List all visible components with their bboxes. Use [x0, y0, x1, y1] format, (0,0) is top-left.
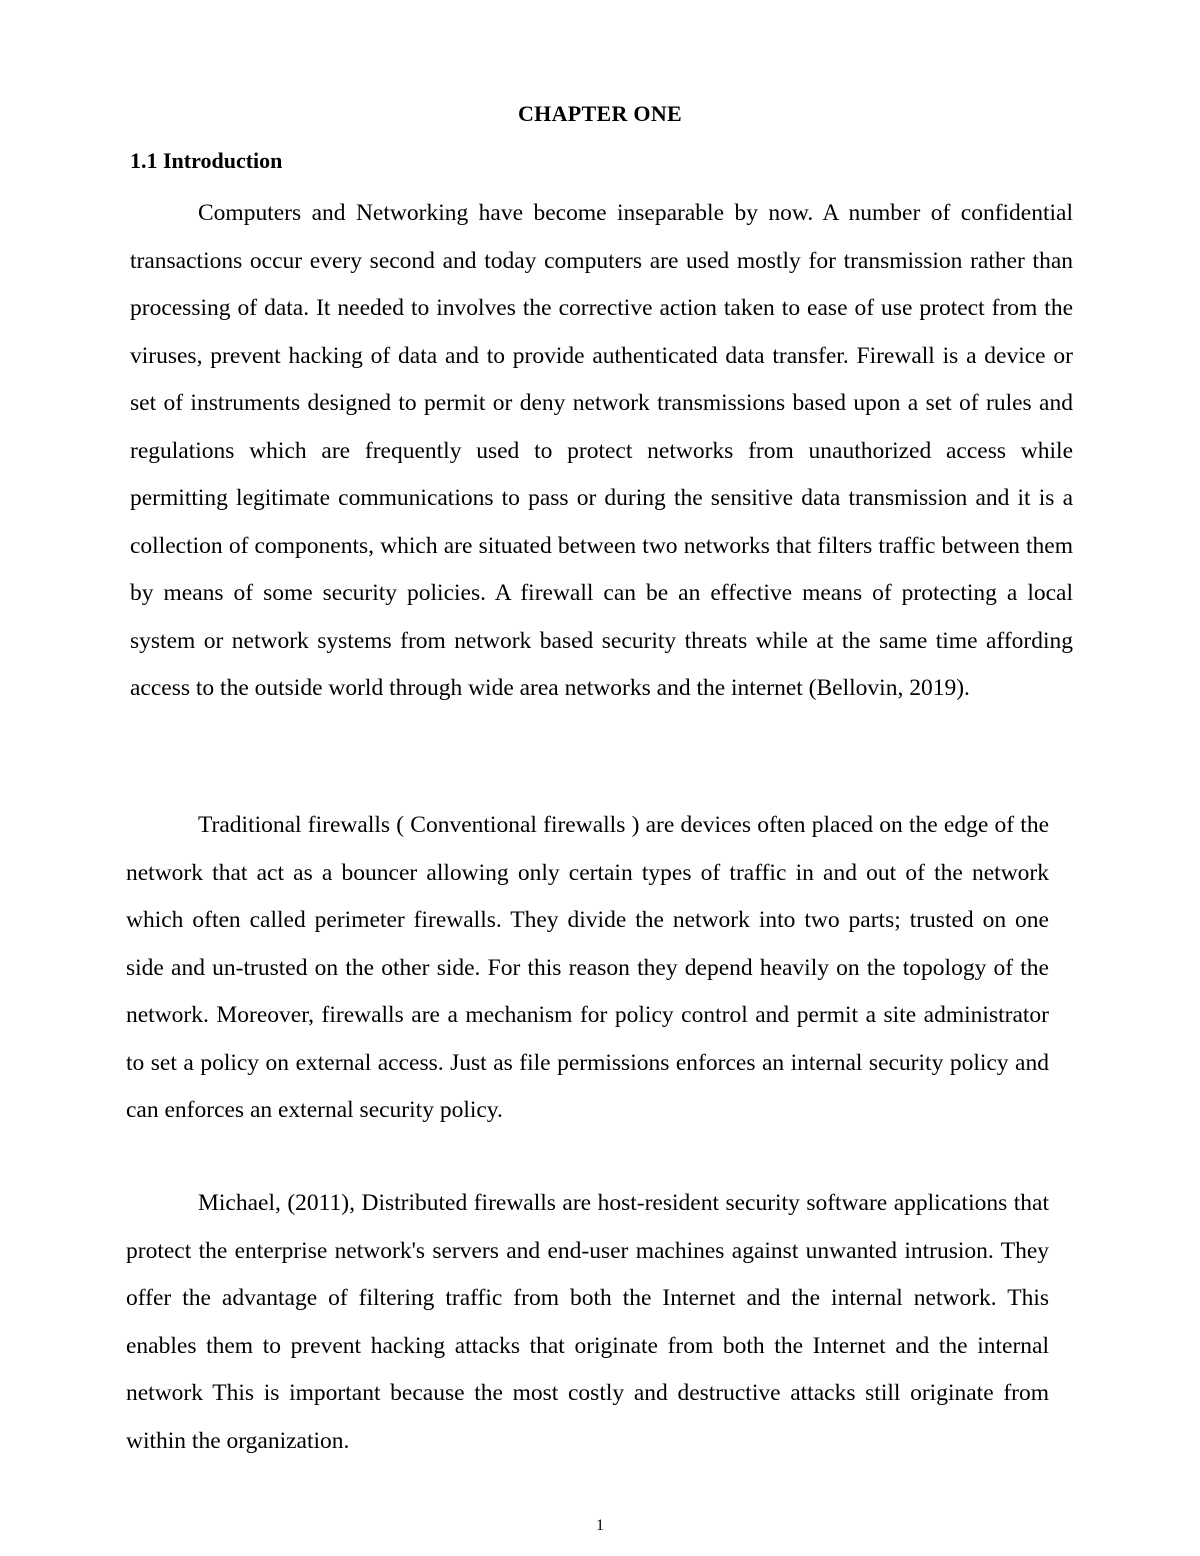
paragraph-distributed-firewalls: Michael, (2011), Distributed firewalls are host-resident security software applications that protect the enterprise network's servers and end-user machines against unwanted intrusion. They offer the advantage of filtering traffic from both the Internet and the internal network. This enables them to prevent hacking attacks that originate from both the Internet and the internal network This is important because the most costly and destructive attacks still originate from within the organization.	[126, 1190, 1049, 1454]
chapter-title: CHAPTER ONE	[517, 101, 683, 126]
paragraph-introduction: Computers and Networking have become inseparable by now. A number of confidential transactions occur every second and today computers are used mostly for transmission rather than processing of data. It needed to involves the corrective action taken to ease of use protect from the viruses, prevent hacking of data and to provide authenticated data transfer. Firewall is a device or set of instruments designed to permit or deny network transmissions based upon a set of rules and regulations which are frequently used to protect networks from unauthorized access while permitting legitimate communications to pass or during the sensitive data transmission and it is a collection of components, which are situated between two networks that filters traffic between them by means of some security policies. A firewall can be an effective means of protecting a local system or network systems from network based security threats while at the same time affording access to the outside world through wide area networks and the internet (Bellovin, 2019).	[130, 200, 1073, 701]
paragraph-traditional-firewalls: Traditional firewalls ( Conventional firewalls ) are devices often placed on the edge of the network that act as a bouncer allowing only certain types of traffic in and out of the network which often called perimeter firewalls. They divide the network into two parts; trusted on one side and un-trusted on the other side. For this reason they depend heavily on the topology of the network. Moreover, firewalls are a mechanism for policy control and permit a site administrator to set a policy on external access. Just as file permissions enforces an internal security policy and can enforces an external security policy.	[126, 812, 1049, 1123]
section-heading: 1.1 Introduction	[130, 148, 283, 173]
page-number: 1	[596, 1517, 604, 1534]
